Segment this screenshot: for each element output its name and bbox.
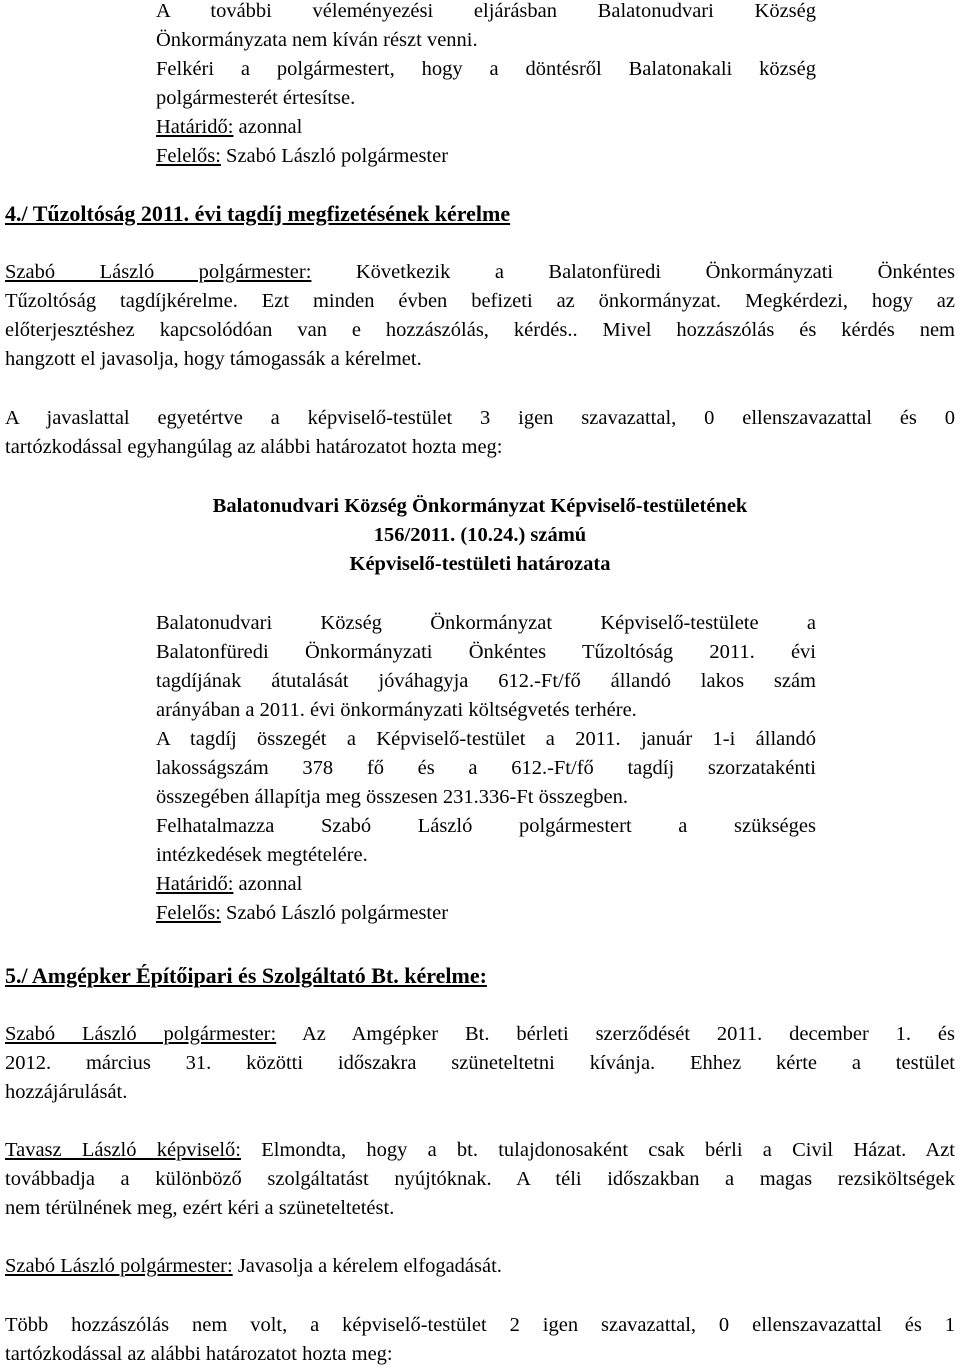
text-line: lakosságszám 378 fő és a 612.-Ft/fő tagdíj szorzatakénti [156, 757, 816, 779]
resolution-subtitle: Képviselő-testületi határozata [349, 553, 611, 575]
text-line: tartózkodással egyhangúlag az alábbi határozatot hozta meg: [5, 436, 503, 458]
text-line: A tagdíj összegét a Képviselő-testület a 2011. január 1-i állandó [156, 728, 816, 750]
speaker-label: Szabó László polgármester: [5, 1255, 233, 1277]
resolution-number: 156/2011. (10.24.) számú [373, 524, 587, 546]
responsible-label: Felelős: [156, 145, 221, 167]
responsible-line [156, 142, 448, 171]
speaker-label: Tavasz László képviselő: [5, 1139, 242, 1161]
text-span: Az Amgépker Bt. bérleti szerződését 2011. december 1. és [276, 1023, 956, 1045]
text-line: 2012. március 31. közötti időszakra szüneteltetni kívánja. Ehhez kérte a testület [5, 1052, 955, 1074]
deadline-label: Határidő: [156, 116, 234, 138]
resolution-title: Balatonudvari Község Önkormányzat Képviselő-testületének [212, 495, 748, 517]
text-line: Tűzoltóság tagdíjkérelme. Ezt minden évben befizeti az önkormányzat. Megkérdezi, hogy az [5, 290, 955, 312]
text-line: Balatonudvari Község Önkormányzat Képviselő-testülete a [156, 612, 816, 634]
text-line [5, 258, 955, 287]
text-line: továbbadja a különböző szolgáltatást nyújtóknak. A téli időszakban a magas rezsiköltségek [5, 1168, 955, 1190]
text-line: hangzott el javasolja, hogy támogassák a kérelmet. [5, 348, 422, 370]
text-line [5, 1020, 955, 1049]
text-line: tartózkodással az alábbi határozatot hozta meg: [5, 1343, 393, 1365]
responsible-value: Szabó László polgármester [220, 145, 449, 167]
text-line: Több hozzászólás nem volt, a képviselő-testület 2 igen szavazattal, 0 ellenszavazattal és 1 [5, 1314, 955, 1336]
text-line [5, 1136, 955, 1165]
responsible-line [156, 899, 448, 928]
text-line: előterjesztéshez kapcsolódóan van e hozzászólás, kérdés.. Mivel hozzászólás és kérdés nem [5, 319, 955, 341]
speaker-label: Szabó László polgármester: [5, 1023, 277, 1045]
deadline-value: azonnal [233, 116, 303, 138]
responsible-value: Szabó László polgármester [220, 902, 449, 924]
text-line: Felhatalmazza Szabó László polgármestert a szükséges [156, 815, 816, 837]
text-line: polgármesterét értesítse. [156, 87, 356, 109]
section-heading: 5./ Amgépker Építőipari és Szolgáltató Bt. kérelme: [5, 963, 487, 988]
text-line [5, 1252, 502, 1281]
text-line: arányában a 2011. évi önkormányzati költségvetés terhére. [156, 699, 637, 721]
section-heading: 4./ Tűzoltóság 2011. évi tagdíj megfizetésének kérelme [5, 201, 511, 226]
text-line: intézkedések megtételére. [156, 844, 368, 866]
text-line: hozzájárulását. [5, 1081, 128, 1103]
deadline-label: Határidő: [156, 873, 234, 895]
text-span: Javasolja a kérelem elfogadását. [232, 1255, 502, 1277]
text-line: tagdíjának átutalását jóváhagyja 612.-Ft/fő állandó lakos szám [156, 670, 816, 692]
text-line: nem térülnének meg, ezért kéri a szüneteltetést. [5, 1197, 395, 1219]
deadline-line [156, 113, 302, 142]
text-span: Elmondta, hogy a bt. tulajdonosaként csak bérli a Civil Házat. Azt [241, 1139, 955, 1161]
speaker-label: Szabó László polgármester: [5, 261, 312, 283]
text-line: Önkormányzata nem kíván részt venni. [156, 29, 478, 51]
text-span: Következik a Balatonfüredi Önkormányzati Önkéntes [311, 261, 956, 283]
text-line: összegében állapítja meg összesen 231.336-Ft összegben. [156, 786, 628, 808]
deadline-line [156, 870, 302, 899]
text-line: A javaslattal egyetértve a képviselő-testület 3 igen szavazattal, 0 ellenszavazattal és 0 [5, 407, 955, 429]
text-line: Felkéri a polgármestert, hogy a döntésről Balatonakali község [156, 58, 816, 80]
responsible-label: Felelős: [156, 902, 221, 924]
text-line: Balatonfüredi Önkormányzati Önkéntes Tűzoltóság 2011. évi [156, 641, 816, 663]
text-line: A további véleményezési eljárásban Balatonudvari Község [156, 0, 816, 22]
deadline-value: azonnal [233, 873, 303, 895]
